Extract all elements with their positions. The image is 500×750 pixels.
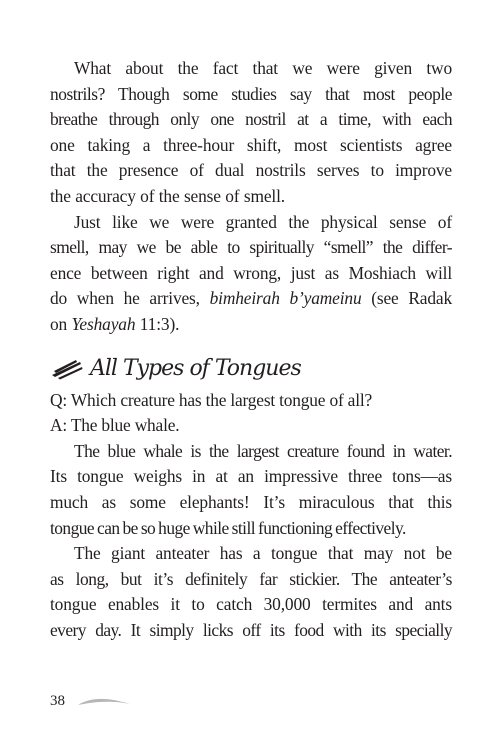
text-line: Just like we were granted the physical sense of bbox=[74, 211, 452, 232]
italic-term: bimheirah b’yameinu bbox=[209, 288, 362, 309]
text-line: much as some elephants! It’s miraculous that this bbox=[50, 491, 452, 512]
brush-stroke-icon bbox=[50, 358, 84, 380]
text-line: tongue can be so huge while still functioning effectively. bbox=[50, 517, 406, 538]
text-line: one taking a three-hour shift, most scientists agree bbox=[50, 134, 452, 155]
text-run: do when he arrives, bbox=[50, 288, 210, 309]
text-line: breathe through only one nostril at a time, with each bbox=[50, 109, 452, 130]
text-line-mixed bbox=[50, 286, 452, 312]
text-line: ence between right and wrong, just as Moshiach will bbox=[50, 262, 452, 283]
text-line: tongue enables it to catch 30,000 termites and ants bbox=[50, 594, 452, 615]
text-line: The blue whale is the largest creature found in water. bbox=[74, 440, 452, 461]
text-run: on bbox=[50, 313, 72, 334]
text-run: (see Radak bbox=[361, 288, 452, 309]
text-line-mixed bbox=[50, 312, 452, 338]
section-title: All Types of Tongues bbox=[90, 356, 301, 382]
text-line: that the presence of dual nostrils serves to improve bbox=[50, 160, 452, 181]
swash-ornament-icon bbox=[77, 695, 131, 709]
text-line: nostrils? Though some studies say that most people bbox=[50, 83, 452, 104]
question-line: Q: Which creature has the largest tongue of all? bbox=[50, 389, 372, 410]
page-footer bbox=[50, 693, 131, 710]
answer-line: A: The blue whale. bbox=[50, 415, 180, 436]
text-line: the accuracy of the sense of smell. bbox=[50, 185, 285, 206]
page-body bbox=[50, 56, 452, 643]
text-line: The giant anteater has a tongue that may not be bbox=[74, 543, 452, 564]
section-heading bbox=[50, 354, 452, 384]
italic-term: Yeshayah bbox=[71, 313, 136, 334]
text-line: smell, may we be able to spiritually “smell” the differ- bbox=[50, 237, 452, 258]
paragraph-spiritual-smell bbox=[50, 210, 452, 338]
text-line: as long, but it’s definitely far stickier. The anteater’s bbox=[50, 568, 452, 589]
text-line: Its tongue weighs in at an impressive three tons—as bbox=[50, 466, 452, 487]
paragraph-nostrils bbox=[50, 56, 452, 210]
text-run: 11:3). bbox=[135, 313, 180, 334]
page-number: 38 bbox=[50, 693, 65, 709]
text-line: What about the fact that we were given two bbox=[74, 58, 452, 78]
text-line: every day. It simply licks off its food with its specially bbox=[50, 619, 452, 640]
paragraph-anteater bbox=[50, 541, 452, 643]
paragraph-blue-whale bbox=[50, 439, 452, 541]
